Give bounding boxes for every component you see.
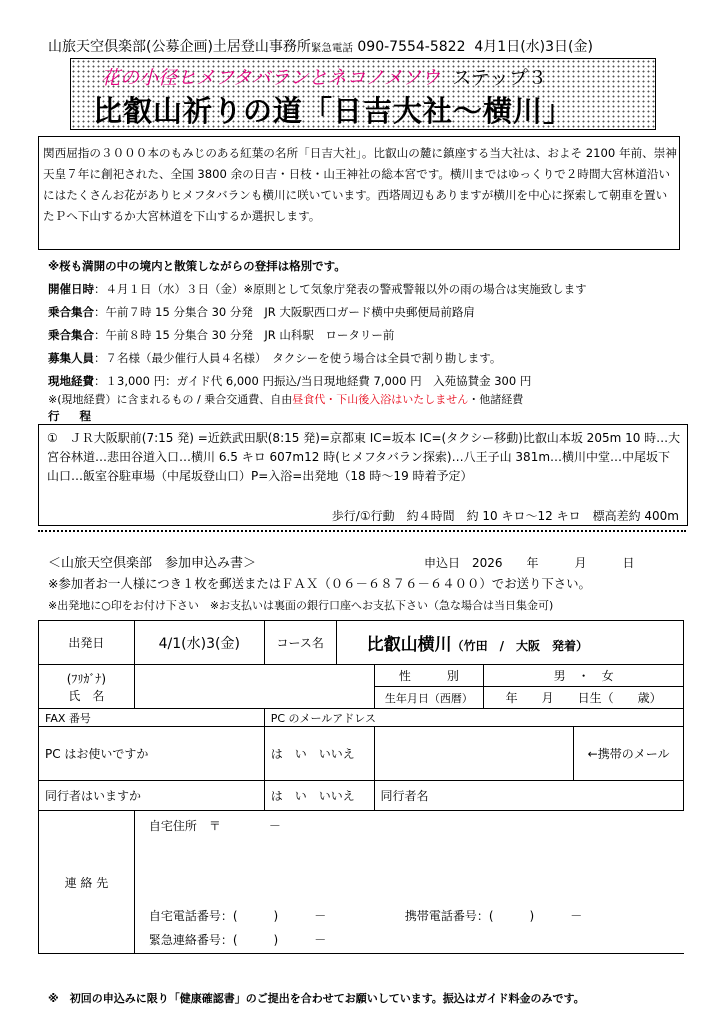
cost-value: ：１3,000 円：ガイド代 6,000 円振込/当日現地経費 7,000 円 入苑協賛金 300 円 [94, 374, 532, 388]
furigana-label: (ﾌﾘｶﾞﾅ) [66, 671, 107, 686]
mobile-phone[interactable]: 携帯電話番号：( ) － [404, 909, 583, 923]
meet1-row [48, 304, 475, 320]
cost-note-b: ・他諸経費 [468, 393, 524, 406]
phone-number: 090-7554-5822 [357, 39, 466, 55]
email-input[interactable] [374, 727, 574, 781]
cost-label: 現地経費 [48, 374, 94, 388]
org-name: 山旅天空倶楽部(公募企画)土居登山事務所 [48, 39, 311, 55]
subtitle [101, 63, 547, 90]
meet1-label: 乗合集合 [48, 305, 94, 319]
people-value: ：７名様（最少催行人員４名様） タクシーを使う場合は全員で割り勘します。 [94, 351, 502, 365]
course-cell [336, 621, 683, 665]
itinerary-text: ① ＪＲ大阪駅前(7:15 発) =近鉄武田駅(8:15 発)=京都東 IC=坂本 IC=(タクシー移動)比叡山本坂 205m 10 時…大宮谷林道…悲田谷道入口…横川 6.5 キロ 607m12 時(ヒメフタバラン探索)…八王子山 381m…横川中堂…中尾坂下山口…飯室谷駐車場（中尾坂登山口）P=入浴=出発地（18 時～19 時着予定） [47, 431, 681, 483]
header [48, 36, 593, 56]
main-title: 比叡山祈りの道「日吉大社～横川」 [93, 94, 574, 128]
meet2-row [48, 327, 394, 343]
address-label[interactable]: 自宅住所 〒 － [148, 819, 281, 833]
email-label: PC のメールアドレス [264, 709, 683, 727]
application-note2: ※出発地に○印をお付け下さい ※お支払いは裏面の銀行口座へお支払下さい（急な場合は当日集金可) [48, 599, 554, 612]
birth-label: 生年月日（西暦） [374, 687, 484, 709]
home-phone[interactable]: 自宅電話番号：( ) － [148, 909, 327, 923]
itinerary-footer: 歩行/①行動 約４時間 約 10 キロ～12 キロ 標高差約 400m [331, 509, 679, 523]
companion-question: 同行者はいますか [39, 781, 265, 811]
application-heading: ＜山旅天空倶楽部 参加申込み書＞ [48, 556, 257, 571]
name-label: 氏 名 [68, 688, 105, 703]
cost-row [48, 373, 531, 389]
cost-note-red: 昼食代・下山後入浴はいたしません [292, 393, 469, 406]
sakura-note: ※桜も満開の中の境内と散策しながらの登拝は格別です。 [48, 259, 346, 273]
subtitle-flower: 花の小径ヒメフタバランとネコノメソウ [101, 67, 441, 89]
application-note1: ※参加者お一人様につき１枚を郵送またはＦＡＸ（０６－６８７６－６４００）でお送り下さい。 [48, 576, 591, 591]
intro-text: 関西屈指の３０００本のもみじのある紅葉の名所「日吉大社」。比叡山の麓に鎮座する当大社は、およそ 2100 年前、崇神天皇７年に創祀された、全国 3800 余の日吉・日枝・山王神社の総本宮です。横川まではゆっくりで２時間大宮林道沿いにはたくさんお花がありヒメフタバランも横川に咲いています。西塔周辺もありますが横川を中心に探索して朝車を置いたＰへ下山するか大宮林道を下山するか選択します。 [43, 146, 677, 223]
event-dates: 4月1日(水)3日(金) [474, 39, 593, 55]
meet2-value: ：午前８時 15 分集合 30 分発 JR 山科駅 ロータリー前 [94, 328, 395, 342]
meet2-label: 乗合集合 [48, 328, 94, 342]
companion-yes-no[interactable]: は い いいえ [264, 781, 374, 811]
gender-options[interactable]: 男 ・ 女 [484, 665, 684, 687]
depart-value: 4/1(水)3(金) [134, 621, 264, 665]
title-box [70, 58, 656, 130]
course-value: 比叡山横川 [366, 635, 452, 655]
depart-label: 出発日 [39, 621, 135, 665]
intro-box [38, 136, 680, 250]
pc-yes-no[interactable]: は い いいえ [264, 727, 374, 781]
emergency-label: 緊急電話 [310, 42, 353, 54]
course-label: コース名 [264, 621, 336, 665]
footer-note: ※ 初回の申込みに限り「健康確認書」のご提出を合わせてお願いしています。振込はガイド料金のみです。 [48, 992, 585, 1005]
meet1-value: ：午前７時 15 分集合 30 分発 JR 大阪駅西口ガード横中央郵便局前路肩 [94, 305, 475, 319]
contact-label: 連 絡 先 [39, 811, 135, 954]
people-label: 募集人員 [48, 351, 94, 365]
name-input[interactable] [134, 665, 374, 709]
itinerary-label: 行程 [48, 409, 111, 423]
birth-input[interactable]: 年 月 日生（ 歳） [484, 687, 684, 709]
gender-label: 性 別 [374, 665, 484, 687]
course-origin: （竹田 / 大阪 発着） [451, 639, 588, 653]
fax-label: FAX 番号 [39, 709, 265, 727]
itinerary-box [38, 424, 688, 526]
mobile-mail-note: ←携帯のメール [574, 727, 684, 781]
contact-cell [134, 811, 683, 954]
application-form [38, 620, 684, 954]
name-label-cell [39, 665, 135, 709]
people-row [48, 350, 501, 366]
subtitle-step: ステップ３ [452, 67, 547, 89]
date-label: 開催日時 [48, 282, 94, 296]
date-value: ：４月１日（水）３日（金）※原則として気象庁発表の警戒警報以外の雨の場合は実施致します [94, 282, 587, 296]
date-row [48, 281, 587, 297]
emergency-phone[interactable]: 緊急連絡番号：( ) － [148, 933, 327, 947]
application-date: 申込日 2026 年 月 日 [424, 556, 635, 570]
companion-name-label: 同行者名 [374, 781, 684, 811]
pc-question: PC はお使いですか [39, 727, 265, 781]
cut-line [38, 530, 686, 532]
cost-note-a: ※(現地経費）に含まれるもの / 乗合交通費、自由 [48, 393, 293, 406]
cost-note [48, 391, 523, 407]
